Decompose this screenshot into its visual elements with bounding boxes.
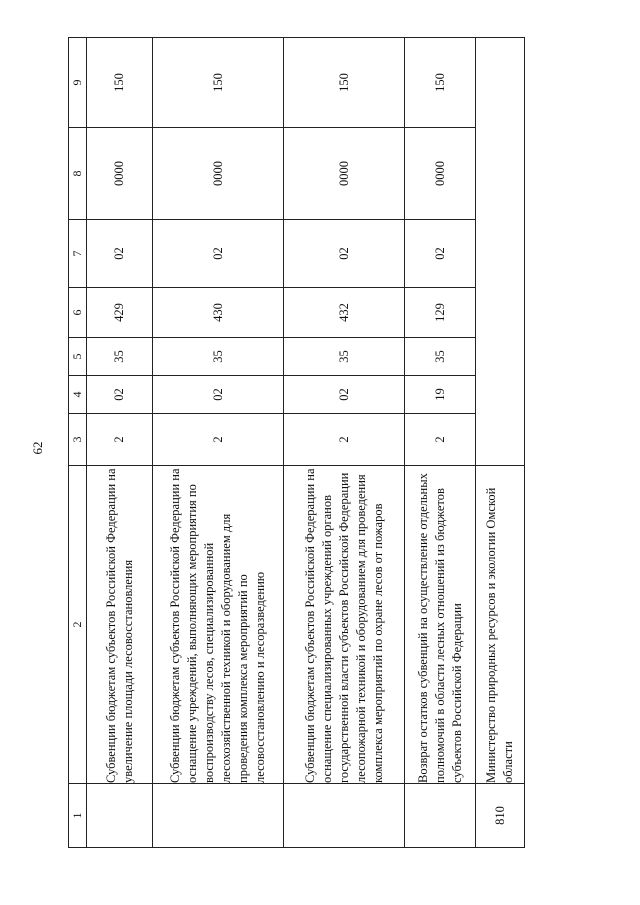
table-row <box>153 38 284 848</box>
value-cell: 35 <box>405 338 476 376</box>
value-cell: 35 <box>87 338 153 376</box>
column-header: 4 <box>69 376 87 414</box>
value-cell: 150 <box>87 38 153 128</box>
value-cell: 35 <box>284 338 405 376</box>
column-header: 2 <box>69 466 87 784</box>
table-row <box>476 38 525 848</box>
column-header: 3 <box>69 414 87 466</box>
code-cell: 810 <box>476 784 525 848</box>
value-cell: 2 <box>405 414 476 466</box>
code-cell <box>284 784 405 848</box>
name-cell: Субвенции бюджетам субъектов Российской Федерации на оснащение учреждений, выполняющих мероприятия по воспроизводству лесов, специализированной лесохозяйственной техникой и оборудованием для проведения комплекса мероприятий по лесовосстановлению и лесоразведению <box>153 466 284 784</box>
value-cell: 0000 <box>284 128 405 220</box>
value-cell: 150 <box>284 38 405 128</box>
table-row <box>87 38 153 848</box>
empty-merged-cell <box>476 38 525 466</box>
value-cell: 0000 <box>87 128 153 220</box>
value-cell: 02 <box>284 220 405 288</box>
value-cell: 0000 <box>153 128 284 220</box>
value-cell: 02 <box>87 220 153 288</box>
value-cell: 2 <box>153 414 284 466</box>
name-cell: Министерство природных ресурсов и экологии Омской области <box>476 466 525 784</box>
code-cell <box>153 784 284 848</box>
value-cell: 429 <box>87 288 153 338</box>
column-header: 5 <box>69 338 87 376</box>
value-cell: 2 <box>87 414 153 466</box>
column-header: 7 <box>69 220 87 288</box>
value-cell: 02 <box>153 376 284 414</box>
value-cell: 2 <box>284 414 405 466</box>
rotated-table-wrapper <box>68 38 520 848</box>
value-cell: 02 <box>284 376 405 414</box>
column-header: 8 <box>69 128 87 220</box>
name-cell: Возврат остатков субвенций на осуществление отдельных полномочий в области лесных отношений из бюджетов субъектов Российской Федерации <box>405 466 476 784</box>
value-cell: 129 <box>405 288 476 338</box>
value-cell: 432 <box>284 288 405 338</box>
table-row <box>284 38 405 848</box>
table-row <box>405 38 476 848</box>
code-cell <box>87 784 153 848</box>
value-cell: 35 <box>153 338 284 376</box>
column-header: 6 <box>69 288 87 338</box>
value-cell: 19 <box>405 376 476 414</box>
code-cell <box>405 784 476 848</box>
table-header-row <box>69 38 87 848</box>
column-header: 1 <box>69 784 87 848</box>
page-number: 62 <box>30 441 45 455</box>
value-cell: 150 <box>405 38 476 128</box>
name-cell: Субвенции бюджетам субъектов Российской Федерации на увеличение площади лесовосстановления <box>87 466 153 784</box>
value-cell: 02 <box>87 376 153 414</box>
budget-classification-table <box>68 37 525 848</box>
value-cell: 430 <box>153 288 284 338</box>
column-header: 9 <box>69 38 87 128</box>
value-cell: 150 <box>153 38 284 128</box>
name-cell: Субвенции бюджетам субъектов Российской Федерации на оснащение специализированных учреждений органов государственной власти субъектов Российской Федерации лесопожарной техникой и оборудованием для проведения комплекса мероприятий по охране лесов от пожаров <box>284 466 405 784</box>
value-cell: 02 <box>405 220 476 288</box>
value-cell: 02 <box>153 220 284 288</box>
value-cell: 0000 <box>405 128 476 220</box>
